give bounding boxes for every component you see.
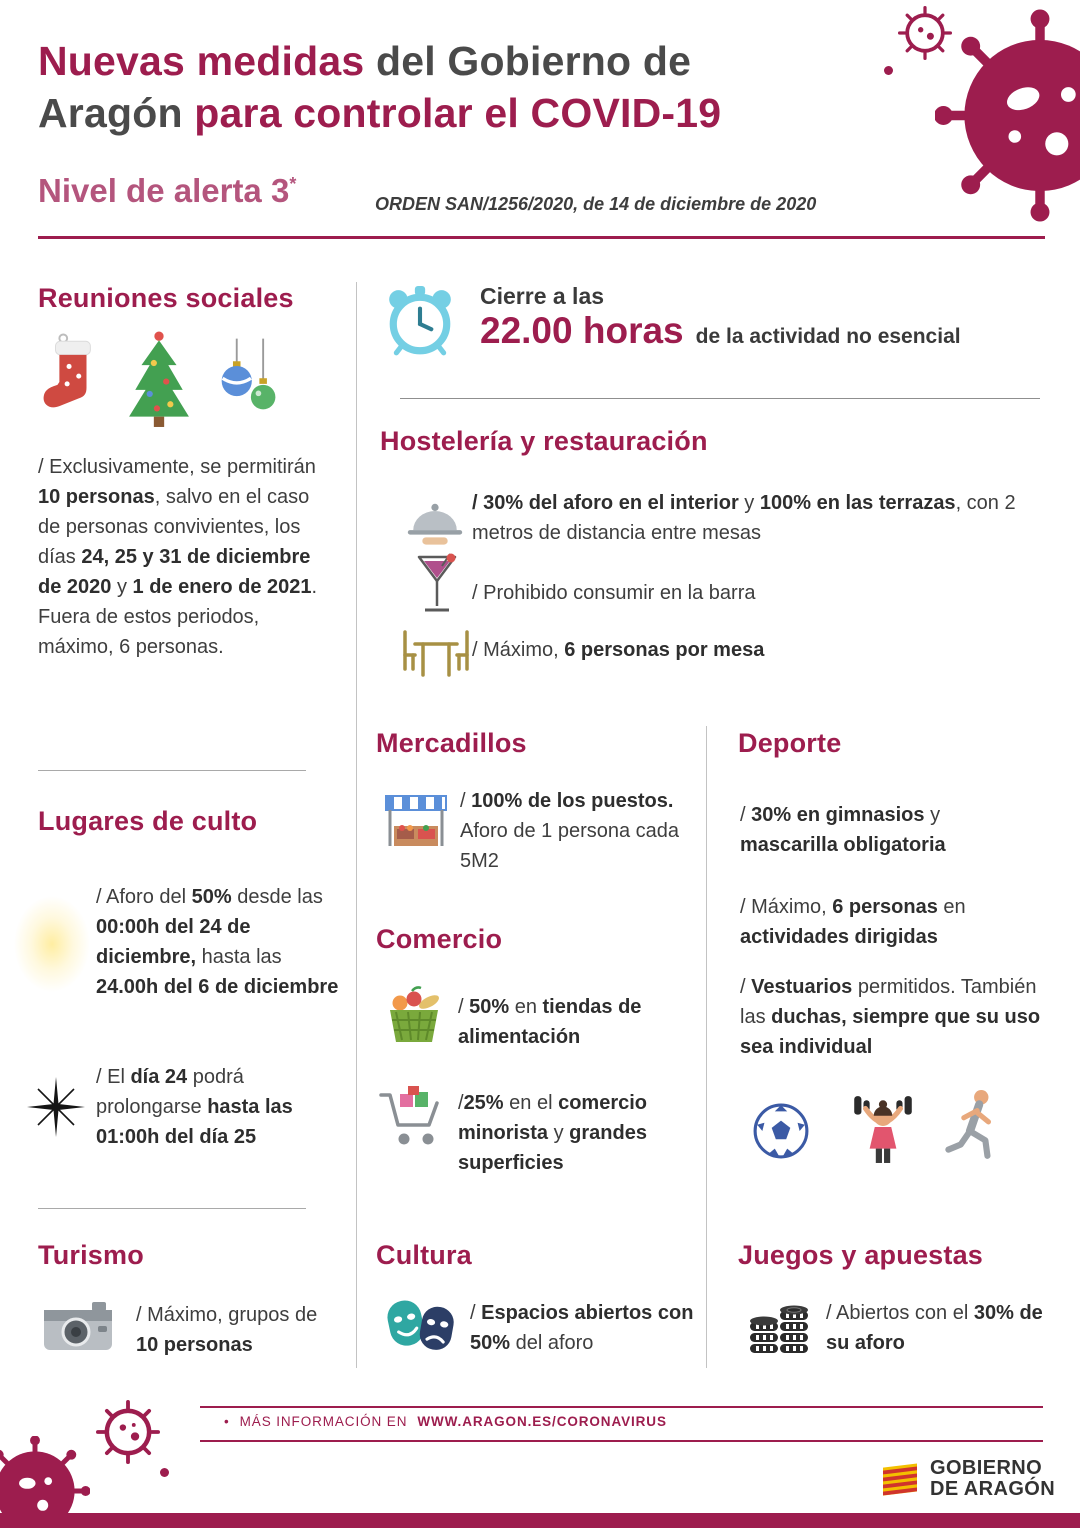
footer-divider-top — [200, 1406, 1043, 1408]
footer-bullet: • — [224, 1414, 230, 1429]
culto-item-1: / Aforo del 50% desde las 00:00h del 24 de diciembre, hasta las 24.00h del 6 de diciembre — [96, 886, 339, 998]
poker-chips-icon — [748, 1296, 810, 1354]
section-title-hosteleria: Hostelería y restauración — [380, 426, 708, 456]
alarm-clock-icon — [383, 284, 457, 360]
candle-glow-icon — [14, 896, 90, 992]
logo-line-2: DE ARAGÓN — [930, 1478, 1056, 1500]
weightlifter-icon — [852, 1090, 914, 1164]
grocery-basket-icon — [382, 986, 446, 1046]
gobierno-aragon-logo — [880, 1458, 1055, 1500]
header-divider — [38, 236, 1045, 239]
column-divider-right — [706, 726, 707, 1368]
alert-level-text: Nivel de alerta 3 — [38, 172, 290, 209]
market-stall-icon — [384, 792, 448, 852]
deporte-item-1: / 30% en gimnasios y mascarilla obligatoria — [740, 804, 946, 856]
virus-icon-small — [898, 6, 952, 60]
juegos-body: / Abiertos con el 30% de su aforo — [826, 1302, 1043, 1354]
left-divider-2 — [38, 1208, 306, 1209]
shopping-cart-icon — [378, 1086, 444, 1148]
comercio-item-1: / 50% en tiendas de alimentación — [458, 996, 642, 1048]
footer-info-prefix: MÁS INFORMACIÓN EN — [239, 1414, 408, 1429]
order-reference: ORDEN SAN/1256/2020, de 14 de diciembre de 2020 — [375, 194, 817, 214]
footer-info-line — [224, 1414, 667, 1429]
section-title-turismo: Turismo — [38, 1240, 144, 1270]
virus-dot-footer — [160, 1468, 169, 1477]
cierre-time: 22.00 horas — [480, 310, 684, 351]
cierre-suffix: de la actividad no esencial — [695, 325, 961, 348]
aragon-flag-icon — [880, 1460, 920, 1498]
stocking-icon — [40, 332, 102, 428]
bottom-accent-bar — [0, 1513, 1080, 1528]
runner-icon — [940, 1088, 1002, 1164]
virus-dot — [884, 66, 893, 75]
mercadillos-body: / 100% de los puestos. Aforo de 1 persona cada 5M2 — [460, 790, 680, 872]
hosteleria-item-1: / 30% del aforo en el interior y 100% en las terrazas, con 2 metros de distancia entre mesas — [472, 492, 1016, 544]
section-title-comercio: Comercio — [376, 924, 503, 954]
christmas-tree-icon — [122, 330, 196, 428]
comercio-item-2: /25% en el comercio minorista y grandes superficies — [458, 1092, 648, 1174]
page-title-line-2: Aragón para controlar el COVID-19 — [38, 89, 722, 136]
virus-icon-large — [935, 8, 1080, 223]
logo-text — [930, 1458, 1055, 1500]
theater-masks-icon — [384, 1294, 458, 1356]
hosteleria-item-2: / Prohibido consumir en la barra — [472, 582, 756, 604]
cierre-intro: Cierre a las — [480, 283, 605, 309]
sparkle-star-icon — [26, 1076, 86, 1138]
section-title-juegos: Juegos y apuestas — [738, 1240, 984, 1270]
cocktail-icon — [414, 552, 460, 616]
soccer-ball-icon — [752, 1102, 810, 1160]
hosteleria-item-3: / Máximo, 6 personas por mesa — [472, 639, 765, 661]
section-title-reuniones: Reuniones sociales — [38, 283, 294, 313]
culto-item-2: / El día 24 podrá prolongarse hasta las 01:00h del día 25 — [96, 1066, 293, 1148]
column-divider-left — [356, 282, 357, 1368]
table-chairs-icon — [398, 628, 474, 680]
section-title-mercadillos: Mercadillos — [376, 728, 527, 758]
section-title-cultura: Cultura — [376, 1240, 472, 1270]
section-title-deporte: Deporte — [738, 728, 842, 758]
alert-level-asterisk: * — [289, 174, 297, 194]
virus-icon-footer-small — [96, 1400, 160, 1464]
section-title-culto: Lugares de culto — [38, 806, 258, 836]
cierre-divider — [400, 398, 1040, 399]
deporte-item-3: / Vestuarios permitidos. También las duchas, siempre que su uso sea individual — [740, 976, 1041, 1058]
footer-divider-bottom — [200, 1440, 1043, 1442]
page-title-line-1: Nuevas medidas del Gobierno de — [38, 38, 692, 84]
camera-icon — [42, 1298, 114, 1356]
ornaments-icon — [216, 336, 282, 428]
logo-line-1: GOBIERNO — [930, 1457, 1043, 1479]
cultura-body: / Espacios abiertos con 50% del aforo — [470, 1302, 694, 1354]
footer-info-link[interactable]: WWW.ARAGON.ES/CORONAVIRUS — [417, 1414, 667, 1429]
alert-level-heading — [38, 172, 296, 210]
cierre-row — [480, 310, 961, 352]
christmas-icons-row — [40, 330, 282, 428]
reuniones-body: / Exclusivamente, se permitirán 10 personas, salvo en el caso de personas convivientes, los días 24, 25 y 31 de diciembre de 2020 y 1 de enero de 2021. Fuera de estos periodos, máximo, 6 personas. — [38, 456, 318, 658]
deporte-item-2: / Máximo, 6 personas en actividades dirigidas — [740, 896, 966, 948]
turismo-body: / Máximo, grupos de 10 personas — [136, 1304, 318, 1356]
left-divider-1 — [38, 770, 306, 771]
page-title — [38, 36, 868, 139]
cloche-icon — [406, 496, 464, 546]
